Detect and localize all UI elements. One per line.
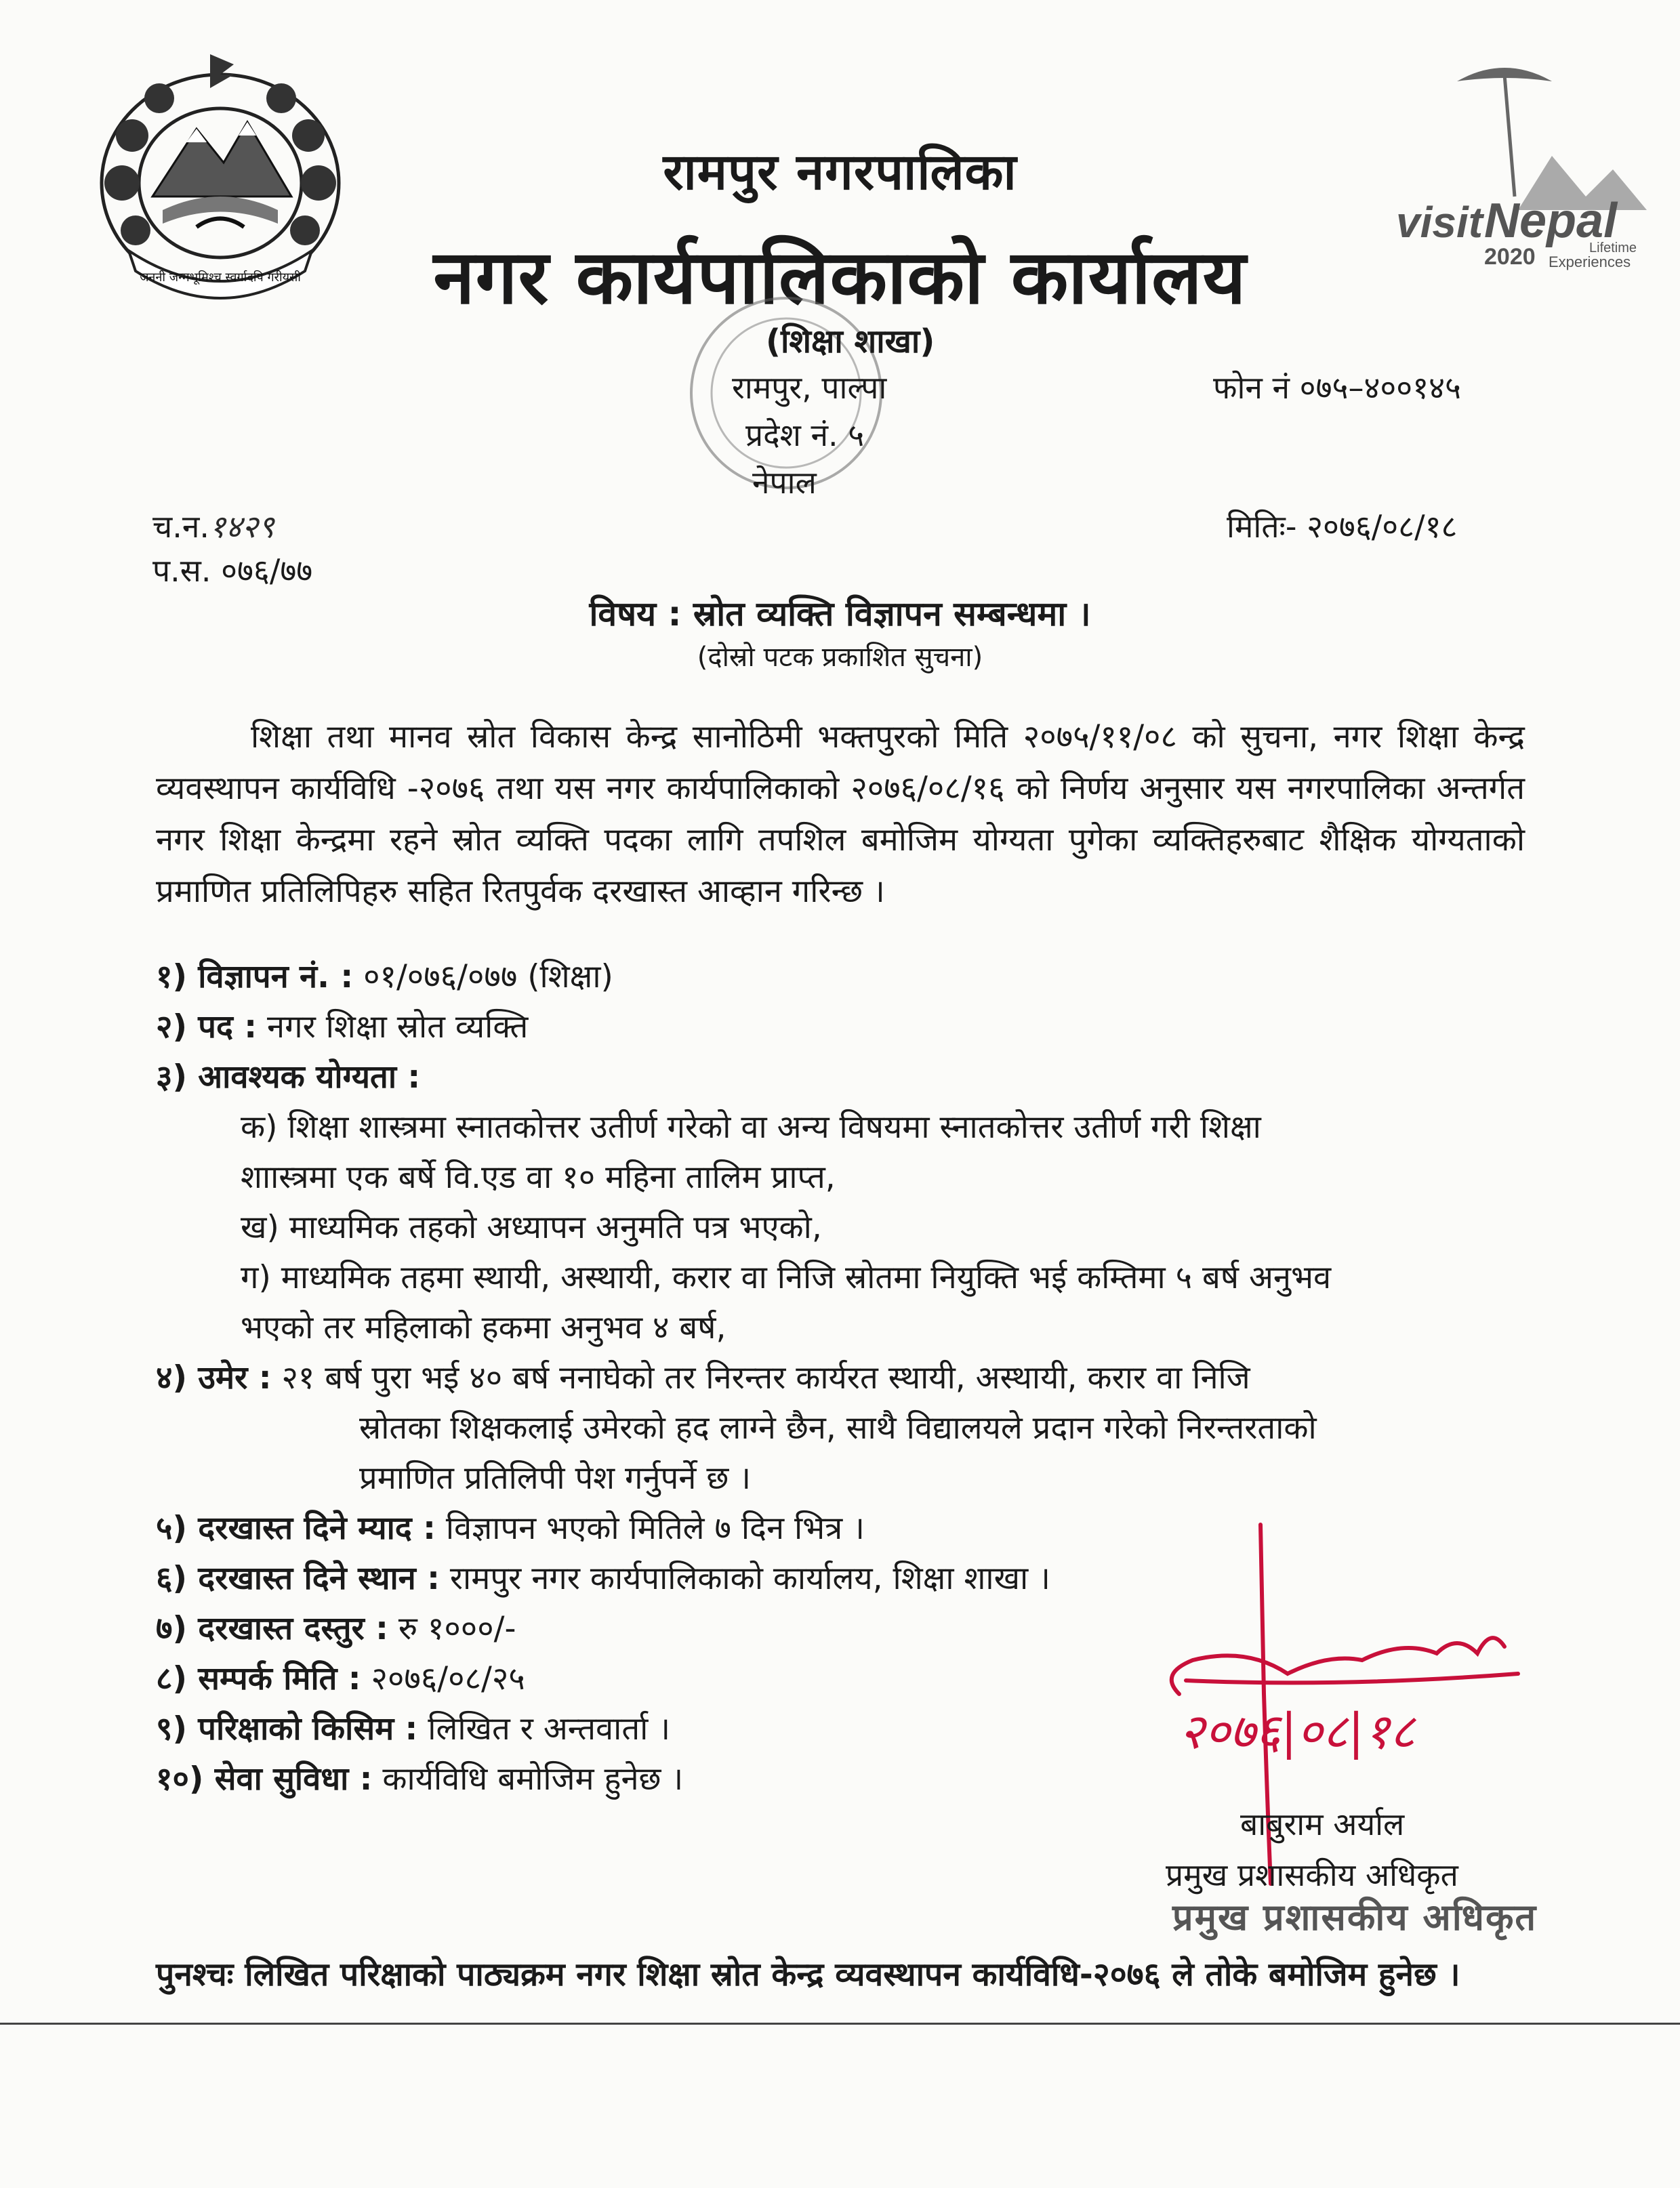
item-9-value: लिखित र अन्तवार्ता । xyxy=(417,1710,671,1748)
item-3 xyxy=(156,1052,420,1102)
qualification-ga-line-2: भएको तर महिलाको हकमा अनुभव ४ बर्ष, xyxy=(241,1309,726,1346)
item-4-value-3: प्रमाणित प्रतिलिपी पेश गर्नुपर्ने छ । xyxy=(359,1460,752,1497)
item-3-label: ३) आवश्यक योग्यता : xyxy=(156,1058,421,1096)
item-2 xyxy=(156,1002,528,1052)
signatory-name: बाबुराम अर्याल xyxy=(1240,1806,1405,1842)
item-10-label: १०) सेवा सुविधा : xyxy=(156,1760,373,1798)
item-1 xyxy=(156,952,613,1002)
subject-title: विषय : स्रोत व्यक्ति विज्ञापन सम्बन्धमा । xyxy=(589,594,1091,634)
item-10 xyxy=(156,1754,683,1804)
item-8-value: २०७६/०८/२५ xyxy=(361,1660,525,1697)
bottom-divider xyxy=(0,2023,1680,2025)
logo-visit-text: visit xyxy=(1396,198,1483,247)
qualification-ga-line-1: ग) माध्यमिक तहमा स्थायी, अस्थायी, करार वा निजि स्रोतमा नियुक्ति भई कम्तिमा ५ बर्ष अनुभव xyxy=(241,1259,1332,1296)
item-6-value: रामपुर नगर कार्यपालिकाको कार्यालय, शिक्षा शाखा । xyxy=(439,1560,1050,1597)
item-1-label: १) विज्ञापन नं. : xyxy=(156,958,354,995)
org-name: रामपुर नगरपालिका xyxy=(663,143,1017,201)
item-5 xyxy=(156,1504,865,1554)
item-4 xyxy=(156,1353,1250,1403)
body-paragraph: शिक्षा तथा मानव स्रोत विकास केन्द्र सानोठिमी भक्तपुरको मिति २०७५/११/०८ को सुचना, नगर शिक्षा केन्द्र व्यवस्थापन कार्यविधि -२०७६ तथा यस नगर कार्यपालिकाको २०७६/०८/१६ को निर्णय अनुसार यस नगरपालिका अन्तर्गत नगर शिक्षा केन्द्रमा रहने स्रोत व्यक्ति पदका लागि तपशिल बमोजिम योग्यता पुगेका व्यक्तिहरुबाट शैक्षिक योग्यताको प्रमाणित प्रतिलिपिहरु सहित रितपुर्वक दरखास्त आव्हान गरिन्छ । xyxy=(156,718,1525,910)
dispatch-value: १४२९ xyxy=(209,508,274,545)
logo-nepal-text: Nepal xyxy=(1484,194,1618,248)
phone-number: फोन नं ०७५–४००१४५ xyxy=(1213,369,1461,406)
item-2-value: नगर शिक्षा स्रोत व्यक्ति xyxy=(257,1008,529,1046)
address-line-1: रामपुर, पाल्पा xyxy=(732,369,887,406)
item-1-value: ०१/०७६/०७७ (शिक्षा) xyxy=(353,958,613,995)
subject-subtitle: (दोस्रो पटक प्रकाशित सुचना) xyxy=(697,642,983,673)
signatory-title: प्रमुख प्रशासकीय अधिकृत xyxy=(1166,1857,1458,1893)
qualification-kha: ख) माध्यमिक तहको अध्यापन अनुमति पत्र भएको, xyxy=(241,1209,822,1246)
qualification-ka-line-1: क) शिक्षा शास्त्रमा स्नातकोत्तर उतीर्ण गरेको वा अन्य विषयमा स्नातकोत्तर उतीर्ण गरी शिक्षा xyxy=(241,1109,1261,1146)
item-2-label: २) पद : xyxy=(156,1008,258,1046)
footnote: पुनश्चः लिखित परिक्षाको पाठ्यक्रम नगर शिक्षा स्रोत केन्द्र व्यवस्थापन कार्यविधि-२०७६ ले तोके बमोजिम हुनेछ । xyxy=(156,1956,1460,1994)
item-10-value: कार्यविधि बमोजिम हुनेछ । xyxy=(372,1760,684,1798)
logo-experiences-text: Experiences xyxy=(1549,253,1631,270)
item-7 xyxy=(156,1604,516,1654)
dispatch-label: च.न. xyxy=(152,508,209,545)
section-name: (शिक्षा शाखा) xyxy=(766,323,935,360)
item-6 xyxy=(156,1554,1050,1604)
address-line-3: नेपाल xyxy=(752,464,817,501)
item-9 xyxy=(156,1704,670,1754)
item-8-label: ८) सम्पर्क मिति : xyxy=(156,1660,361,1697)
item-5-value: विज्ञापन भएको मितिले ७ दिन भित्र । xyxy=(435,1510,865,1547)
address-line-2: प्रदेश नं. ५ xyxy=(745,417,865,453)
item-7-label: ७) दरखास्त दस्तुर : xyxy=(156,1610,388,1647)
item-6-label: ६) दरखास्त दिने स्थान : xyxy=(156,1560,440,1597)
item-7-value: रु १०००/- xyxy=(388,1610,516,1647)
signatory-stamp: प्रमुख प्रशासकीय अधिकृत xyxy=(1172,1896,1538,1939)
item-8 xyxy=(156,1654,525,1704)
logo-lifetime-text: Lifetime xyxy=(1589,241,1637,255)
letter-date: मितिः- २०७६/०८/१८ xyxy=(1227,508,1458,545)
item-9-label: ९) परिक्षाको किसिम : xyxy=(156,1710,418,1748)
office-name: नगर कार्यपालिकाको कार्यालय xyxy=(433,234,1247,321)
letter-number: प.स. ०७६/७७ xyxy=(152,552,313,589)
emblem-motto: जननी जन्मभूमिश्च स्वर्गादपि गरीयसी xyxy=(140,270,301,285)
logo-year-text: 2020 xyxy=(1484,244,1536,270)
signature-date: २०७६|०८|१८ xyxy=(1179,1703,1416,1760)
qualification-ka-line-2: शाास्त्रमा एक बर्षे वि.एड वा १० महिना तालिम प्राप्त, xyxy=(241,1159,836,1196)
item-4-value-1: २१ बर्ष पुरा भई ४० बर्ष ननाघेको तर निरन्तर कार्यरत स्थायी, अस्थायी, करार वा निजि xyxy=(271,1359,1250,1397)
item-4-value-2: स्रोतका शिक्षकलाई उमेरको हद लाग्ने छैन, साथै विद्यालयले प्रदान गरेको निरन्तरताको xyxy=(359,1409,1317,1447)
item-4-label: ४) उमेर : xyxy=(156,1359,272,1397)
dispatch-number xyxy=(152,505,274,547)
item-5-label: ५) दरखास्त दिने म्याद : xyxy=(156,1510,436,1547)
